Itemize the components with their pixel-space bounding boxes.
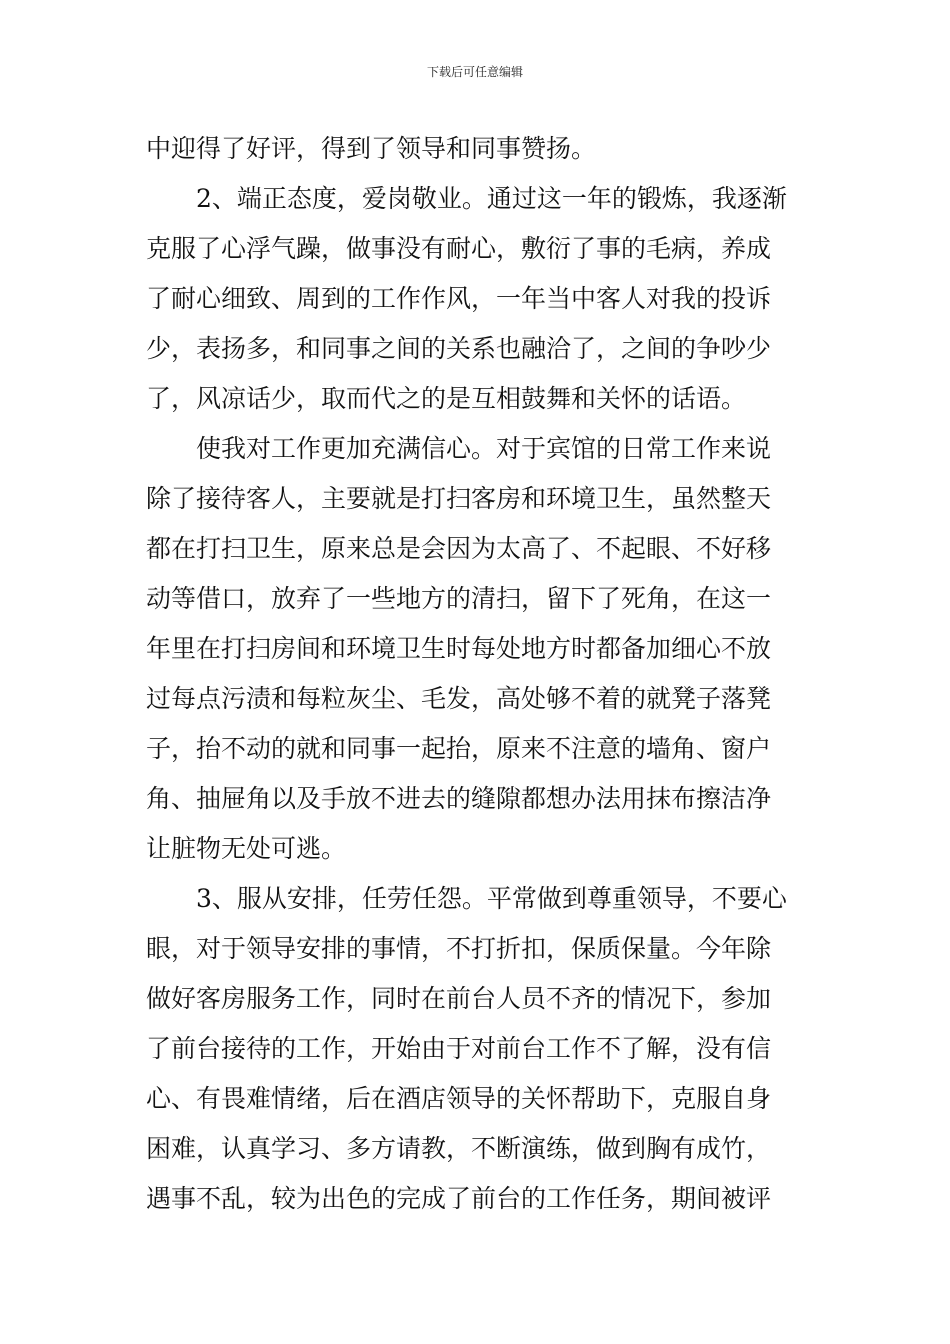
- paragraph-start-line: 使我对工作更加充满信心。对于宾馆的日常工作来说: [196, 434, 772, 463]
- text-line: 了耐心细致、周到的工作作风，一年当中客人对我的投诉: [146, 284, 772, 313]
- paragraph-start-line: 2、端正态度，爱岗敬业。通过这一年的锻炼，我逐渐: [196, 184, 787, 213]
- text-line: 少，表扬多，和同事之间的关系也融洽了，之间的争吵少: [146, 334, 772, 363]
- text-line: 除了接待客人，主要就是打扫客房和环境卫生，虽然整天: [146, 484, 772, 513]
- text-line: 克服了心浮气躁，做事没有耐心，敷衍了事的毛病，养成: [146, 234, 772, 263]
- text-line: 动等借口，放弃了一些地方的清扫，留下了死角，在这一: [146, 584, 772, 613]
- text-line: 让脏物无处可逃。: [146, 834, 347, 863]
- text-line: 角、抽屉角以及手放不进去的缝隙都想办法用抹布擦洁净: [146, 784, 772, 813]
- body-text: [146, 124, 810, 1224]
- text-line: 中迎得了好评，得到了领导和同事赞扬。: [146, 134, 597, 163]
- paragraph-start-line: 3、服从安排，任劳任怨。平常做到尊重领导，不要心: [196, 884, 787, 913]
- text-line: 年里在打扫房间和环境卫生时每处地方时都备加细心不放: [146, 634, 772, 663]
- text-line: 了前台接待的工作，开始由于对前台工作不了解，没有信: [146, 1034, 772, 1063]
- text-line: 困难，认真学习、多方请教，不断演练，做到胸有成竹，: [146, 1134, 772, 1163]
- text-line: 心、有畏难情绪，后在酒店领导的关怀帮助下，克服自身: [146, 1084, 772, 1113]
- text-line: 都在打扫卫生，原来总是会因为太高了、不起眼、不好移: [146, 534, 772, 563]
- text-line: 遇事不乱，较为出色的完成了前台的工作任务，期间被评: [146, 1184, 772, 1213]
- text-line: 做好客房服务工作，同时在前台人员不齐的情况下，参加: [146, 984, 772, 1013]
- text-line: 眼，对于领导安排的事情，不打折扣，保质保量。今年除: [146, 934, 772, 963]
- page-header: 下载后可任意编辑: [426, 65, 523, 79]
- text-line: 了，风凉话少，取而代之的是互相鼓舞和关怀的话语。: [146, 384, 747, 413]
- text-line: 子，抬不动的就和同事一起抬，原来不注意的墙角、窗户: [146, 734, 772, 763]
- text-line: 过每点污渍和每粒灰尘、毛发，高处够不着的就凳子落凳: [146, 684, 772, 713]
